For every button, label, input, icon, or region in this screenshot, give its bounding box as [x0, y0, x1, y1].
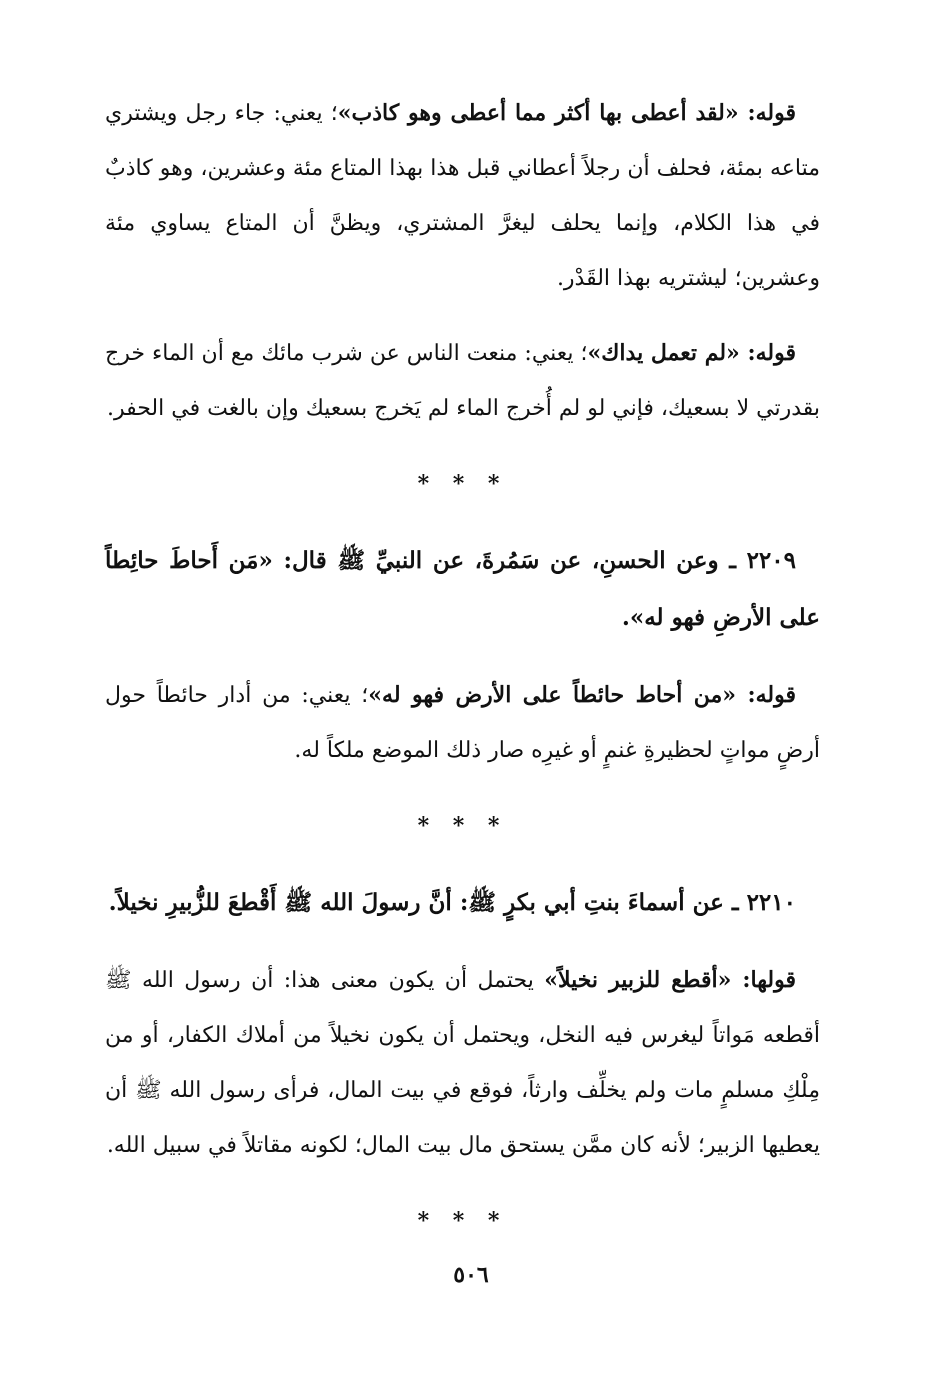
page-number: ٥٠٦: [453, 1262, 489, 1288]
commentary-lead: قوله:: [739, 340, 796, 366]
commentary-lead: قوله:: [736, 682, 797, 708]
commentary-quote: «أقطع للزبير نخيلاً»: [544, 967, 732, 993]
commentary-paragraph-3: [105, 668, 820, 778]
commentary-lead: قولها:: [731, 967, 796, 993]
commentary-paragraph-4: [105, 953, 820, 1173]
commentary-text: ؛ يعني: من أدار حائطاً حول أرضٍ مواتٍ لحظيرةِ غنمٍ أو غيرِه صار ذلك الموضع ملكاً له.: [105, 683, 820, 763]
commentary-paragraph-2: [105, 326, 820, 436]
section-separator: * * *: [417, 471, 508, 497]
section-separator: * * *: [417, 1208, 508, 1234]
commentary-text: يحتمل أن يكون معنى هذا: أن رسول الله ﷺ أقطعه مَواتاً ليغرس فيه النخل، ويحتمل أن يكون نخيلاً من أملاك الكفار، أو من مِلْكِ مسلمٍ مات ولم يخلِّف وارثاً، فوقع في بيت المال، فرأى رسول الله ﷺ أن يعطيها الزبير؛ لأنه كان ممَّن يستحق مال بيت المال؛ لكونه مقاتلاً في سبيل الله.: [105, 968, 820, 1158]
commentary-quote: «لم تعمل يداك»: [587, 340, 740, 366]
page-body: [105, 86, 820, 1251]
hadith-2210: ٢٢١٠ ـ عن أسماءَ بنتِ أبي بكرٍ ﷺ: أنَّ رسولَ الله ﷺ أَقْطعَ للزُّبيرِ نخيلاً.: [108, 889, 796, 916]
commentary-paragraph-1: [105, 86, 820, 306]
hadith-2209: ٢٢٠٩ ـ وعن الحسنِ، عن سَمُرةَ، عن النبيِّ ﷺ قال: «مَن أَحاطَ حائِطاً على الأرضِ فهو له».: [105, 547, 820, 631]
section-separator: * * *: [417, 813, 508, 839]
commentary-quote: «لقد أعطى بها أكثر مما أعطى وهو كاذب»: [337, 100, 739, 126]
commentary-quote: «من أحاط حائطاً على الأرض فهو له»: [368, 682, 737, 708]
commentary-text: ؛ يعني: جاء رجل ويشتري متاعه بمئة، فحلف أن رجلاً أعطاني قبل هذا بهذا المتاع مئة وعشرين، وهو كاذبٌ في هذا الكلام، وإنما يحلف ليغرَّ المشتري، ويظنَّ أن المتاع يساوي مئة وعشرين؛ ليشتريه بهذا القَدْر.: [105, 101, 820, 291]
commentary-lead: قوله:: [738, 100, 796, 126]
commentary-text: ؛ يعني: منعت الناس عن شرب مائك مع أن الماء خرج بقدرتي لا بسعيك، فإني لو لم أُخرج الماء لم يَخرج بسعيك وإن بالغت في الحفر.: [105, 341, 820, 421]
